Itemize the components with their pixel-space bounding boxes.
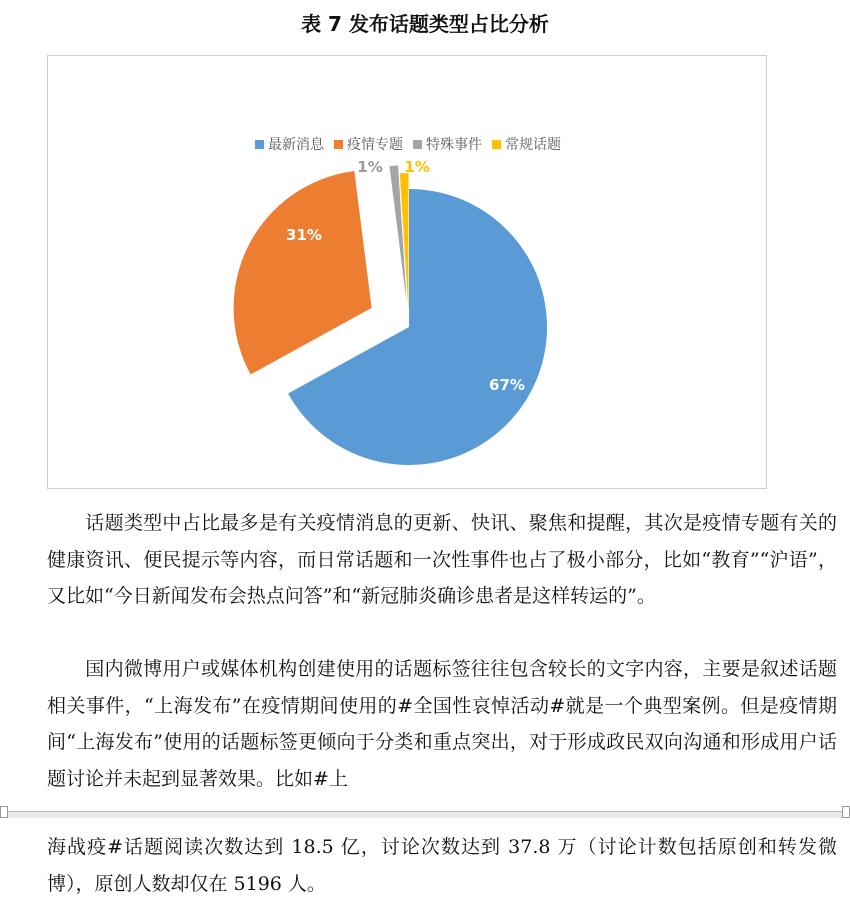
paragraph-1 [47,505,837,615]
legend-label-1: 疫情专题 [347,137,403,153]
paragraph-2 [47,651,837,797]
pie-chart [47,55,767,489]
legend-label-0: 最新消息 [268,137,324,153]
margin-marker-left [0,806,8,818]
page-gap [8,812,842,818]
table-caption: 表 7 发布话题类型占比分析 [301,12,549,36]
pie-label-2: 1% [357,158,383,176]
legend-label-2: 特殊事件 [426,137,482,153]
legend-label-3: 常规话题 [505,137,561,153]
page-edge-line [8,811,842,812]
paragraph-2-text: 国内微博用户或媒体机构创建使用的话题标签往往包含较长的文字内容，主要是叙述话题相关事件，“上海发布”在疫情期间使用的#全国性哀悼活动#就是一个典型案例。但是疫情期间“上海发布”使用的话题标签更倾向于分类和重点突出，对于形成政民双向沟通和形成用户话题讨论并未起到显著效果。比如#上 [47,658,837,790]
paragraph-1-text: 话题类型中占比最多是有关疫情消息的更新、快讯、聚焦和提醒，其次是疫情专题有关的健康资讯、便民提示等内容，而日常话题和一次性事件也占了极小部分，比如“教育”“沪语”，又比如“今日新闻发布会热点问答”和“新冠肺炎确诊患者是这样转运的”。 [47,512,837,607]
pie-label-0: 67% [489,376,525,394]
pie-plot-area [48,56,766,488]
paragraph-3 [47,829,837,902]
pie-slice-1 [234,171,372,374]
pie-label-3: 1% [404,158,430,176]
paragraph-3-text: 海战疫#话题阅读次数达到 18.5 亿，讨论次数达到 37.8 万（讨论计数包括原创和转发微博），原创人数却仅在 5196 人。 [47,836,837,895]
pie-label-1: 31% [286,226,322,244]
page-break [0,806,850,818]
margin-marker-right [842,806,850,818]
